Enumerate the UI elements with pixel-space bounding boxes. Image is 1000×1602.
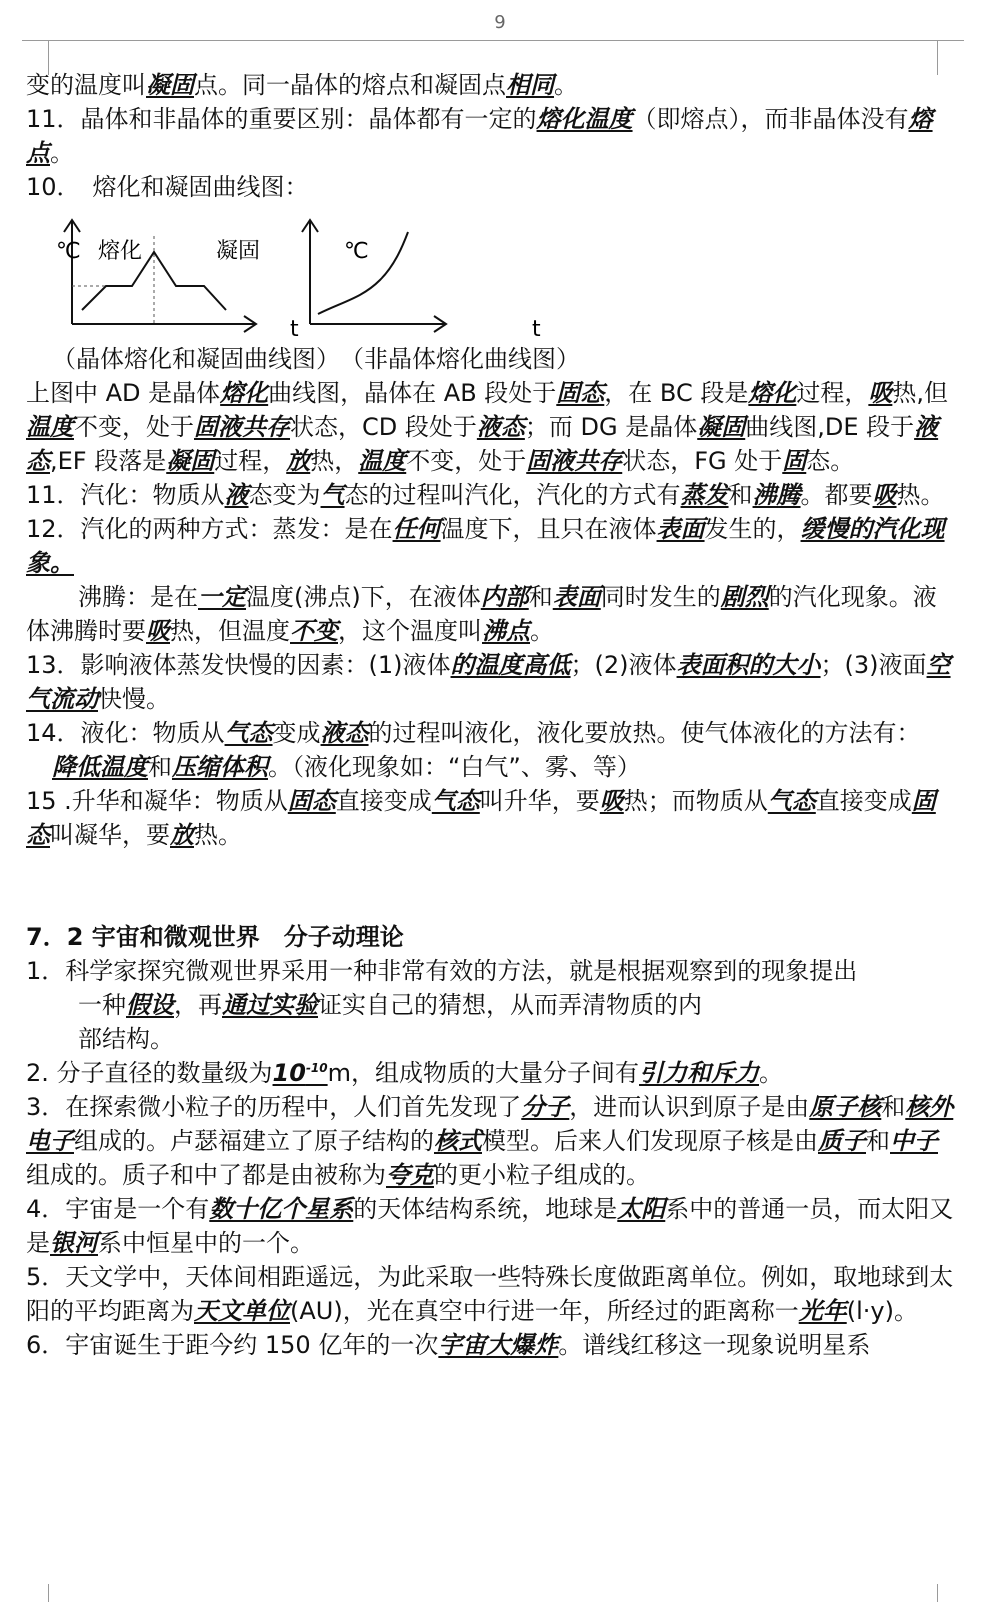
crystal-melting-label: 熔化 [98,239,143,264]
crystal-unit-label: ℃ [56,239,81,264]
item-micro-method-end: 部结构。 [78,1025,174,1053]
item-vaporization: 11．汽化：物质从液态变为气态的过程叫汽化，汽化的方式有蒸发和沸腾。都要吸热。 [26,481,945,509]
amorphous-unit-label: ℃ [344,239,369,264]
item-universe: 4．宇宙是一个有数十亿个星系的天体结构系统，地球是太阳系中的普通一员，而太阳又是银河系中恒星中的一个。 [26,1195,954,1257]
svg-text:t: t [532,317,541,342]
crystal-t-label: t [290,317,299,342]
document-body [26,68,956,1362]
item-liquefaction-methods: 降低温度和压缩体积。（液化现象如：“白气”、雾、等） [52,753,641,781]
item-evaporation-factors: 13．影响液体蒸发快慢的因素：(1)液体的温度高低；(2)液体表面积的大小；(3)液面空气流动快慢。 [26,651,951,713]
crystal-freezing-label: 凝固 [216,239,261,264]
page-number: 9 [494,12,506,33]
amorphous-t-axis-label [26,206,586,342]
item-liquefaction: 14．液化：物质从气态变成液态的过程叫液化，液化要放热。使气体液化的方法有： [26,719,921,747]
item-astronomy-units: 5．天文学中，天体间相距遥远，为此采取一些特殊长度做距离单位。例如，取地球到太阳的平均距离为天文单位(AU)，光在真空中行进一年，所经过的距离称一光年(l·y)。 [26,1263,954,1325]
section-title: 7．2 宇宙和微观世界 分子动理论 [26,923,404,951]
diagram-captions: （晶体熔化和凝固曲线图） （非晶体熔化曲线图） [52,345,580,373]
item-crystal-difference: 11．晶体和非晶体的重要区别：晶体都有一定的熔化温度（即熔点），而非晶体没有熔点。 [26,105,933,167]
paragraph-curve-explanation: 上图中 AD 是晶体熔化曲线图，晶体在 AB 段处于固态，在 BC 段是熔化过程，吸热,但温度不变，处于固液共存状态，CD 段处于液态；而 DG 是晶体凝固曲线图,DE 段于液态,EF 段落是凝固过程，放热，温度不变，处于固液共存状态，FG 处于固态。 [26,379,948,475]
corner-mark-bottom-right [937,1584,964,1602]
item-micro-method: 1．科学家探究微观世界采用一种非常有效的方法，就是根据观察到的现象提出 [26,957,858,985]
item-boiling: 沸腾：是在一定温度(沸点)下，在液体内部和表面同时发生的剧烈的汽化现象。液体沸腾时要吸热，但温度不变，这个温度叫沸点。 [26,583,937,645]
item-evaporation: 12．汽化的两种方式：蒸发：是在任何温度下，且只在液体表面发生的，缓慢的汽化现象。 [26,515,945,577]
item-big-bang: 6．宇宙诞生于距今约 150 亿年的一次宇宙大爆炸。谱线红移这一现象说明星系 [26,1331,871,1359]
section-gap [26,852,956,920]
item-particle-history: 3．在探索微小粒子的历程中，人们首先发现了分子，进而认识到原子是由原子核和核外电子组成的。卢瑟福建立了原子结构的核式模型。后来人们发现原子核是由质子和中子组成的。质子和中了都是由被称为夸克的更小粒子组成的。 [26,1093,954,1189]
item-molecule-size: 2. 分子直径的数量级为$10^{-10}m$，组成物质的大量分子间有引力和斥力。 [26,1059,784,1087]
item-sublimation: 15 .升华和凝华：物质从固态直接变成气态叫升华，要吸热；而物质从气态直接变成固态叫凝华，要放热。 [26,787,936,849]
item-micro-method-cont: 一种假设，再通过实验证实自己的猜想，从而弄清物质的内 [78,991,702,1019]
line-freezing-point: 变的温度叫凝固点。同一晶体的熔点和凝固点相同。 [26,71,578,99]
corner-mark-bottom-left [22,1584,49,1602]
melting-curve-diagram [26,206,956,342]
header-rule [48,40,938,41]
item-curve-heading: 10． 熔化和凝固曲线图： [26,173,309,201]
